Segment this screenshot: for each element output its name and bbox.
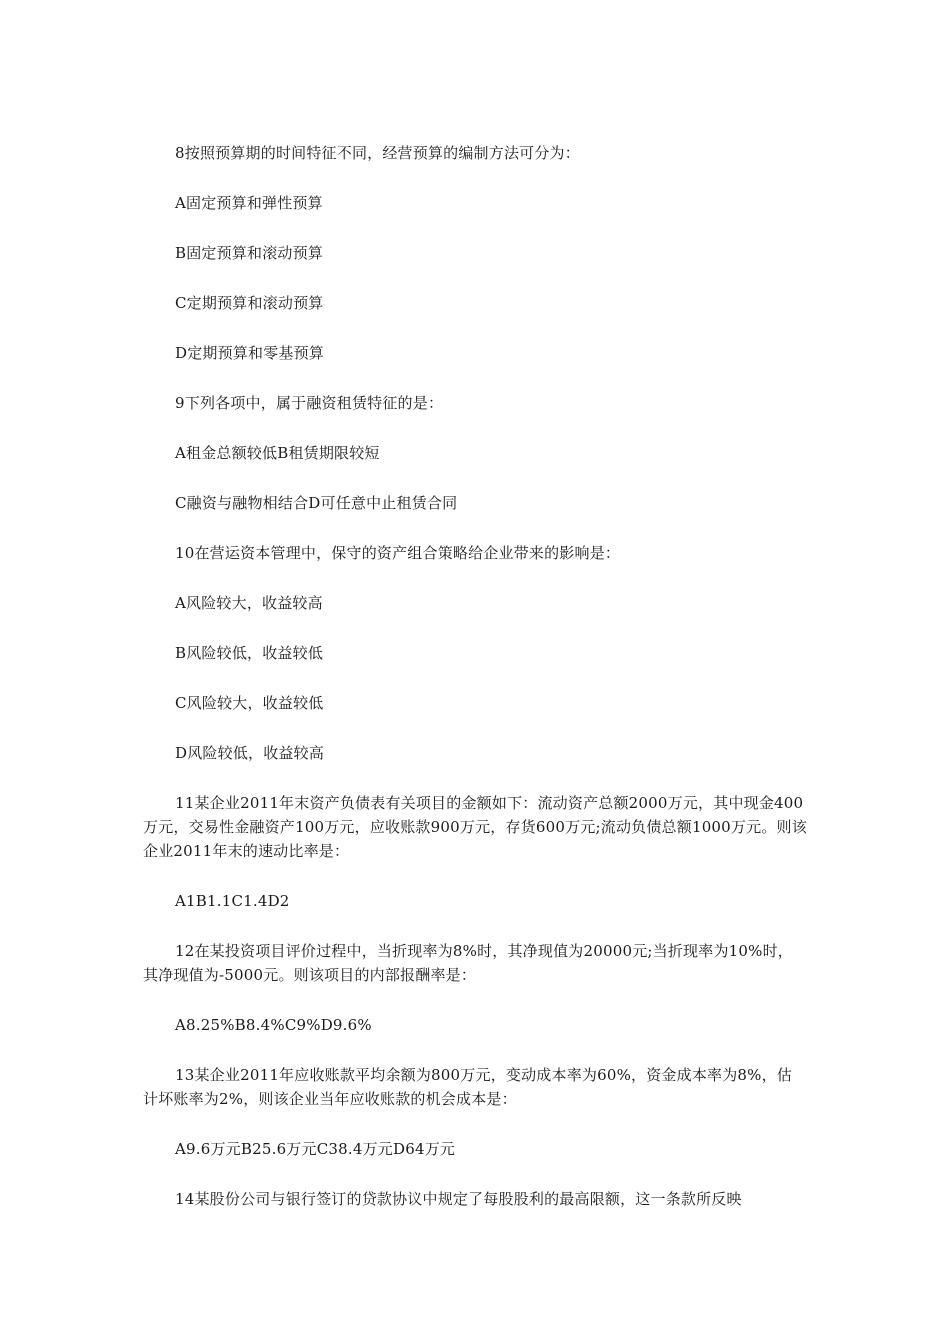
document-body — [143, 141, 807, 1235]
question-10-option-b: B风险较低，收益较低 — [175, 644, 324, 662]
question-10-stem: 10在营运资本管理中，保守的资产组合策略给企业带来的影响是： — [175, 544, 621, 562]
question-9-options-ab: A租金总额较低B租赁期限较短 — [175, 444, 380, 462]
question-12-stem: 12在某投资项目评价过程中，当折现率为8%时，其净现值为20000元;当折现率为10%时，其净现值为-5000元。则该项目的内部报酬率是： — [143, 942, 793, 984]
question-10-option-c: C风险较大，收益较低 — [175, 694, 324, 712]
question-11-stem: 11某企业2011年末资产负债表有关项目的金额如下：流动资产总额2000万元，其中现金400万元，交易性金融资产100万元，应收账款900万元，存货600万元;流动负债总额1000万元。则该企业2011年末的速动比率是： — [143, 794, 807, 860]
question-10-option-d: D风险较低，收益较高 — [175, 744, 325, 762]
question-9-options-cd: C融资与融物相结合D可任意中止租赁合同 — [175, 494, 458, 512]
question-14-stem: 14某股份公司与银行签订的贷款协议中规定了每股股利的最高限额，这一条款所反映 — [175, 1190, 742, 1208]
question-8-option-a: A固定预算和弹性预算 — [175, 194, 323, 212]
question-9-stem: 9下列各项中，属于融资租赁特征的是： — [175, 394, 444, 412]
question-13-options: A9.6万元B25.6万元C38.4万元D64万元 — [175, 1140, 456, 1158]
question-12-options: A8.25%B8.4%C9%D9.6% — [175, 1016, 372, 1034]
question-13-stem: 13某企业2011年应收账款平均余额为800万元，变动成本率为60%，资金成本率为8%，估计坏账率为2%，则该企业当年应收账款的机会成本是： — [143, 1066, 793, 1108]
question-8-option-b: B固定预算和滚动预算 — [175, 244, 324, 262]
question-8-option-d: D定期预算和零基预算 — [175, 344, 325, 362]
question-8-stem: 8按照预算期的时间特征不同，经营预算的编制方法可分为： — [175, 144, 580, 162]
question-10-option-a: A风险较大，收益较高 — [175, 594, 323, 612]
question-8-option-c: C定期预算和滚动预算 — [175, 294, 324, 312]
question-11-options: A1B1.1C1.4D2 — [175, 892, 290, 910]
